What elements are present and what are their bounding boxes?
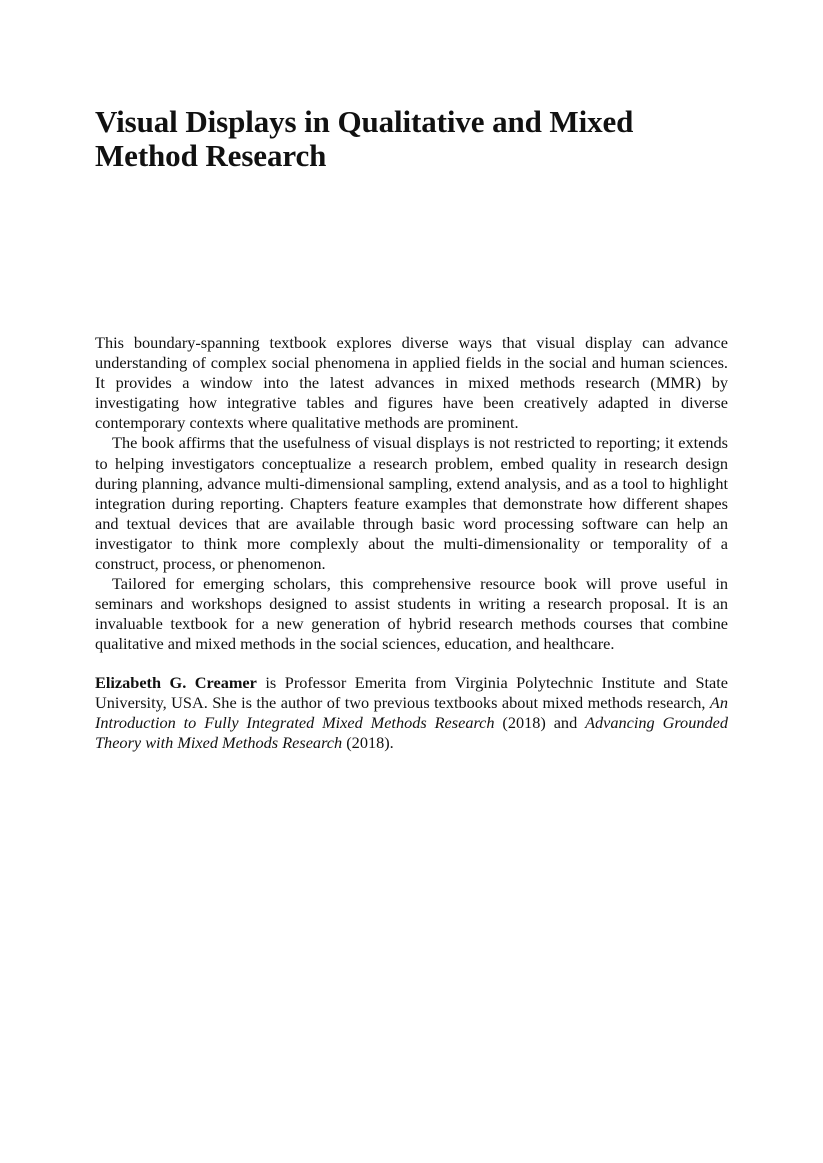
- description-paragraph-1: This boundary-spanning textbook explores diverse ways that visual display can advance understanding of complex social phenomena in applied fields in the social and human sciences. It provides a window into the latest advances in mixed methods research (MMR) by investigating how integrative tables and figures have been creatively adapted in diverse contemporary contexts where qualitative methods are prominent.: [95, 333, 728, 433]
- author-bio-text-1: is Professor Emerita from Virginia Polytechnic Institute and State University, USA. She is the author of two previous textbooks about mixed methods research,: [95, 673, 729, 713]
- book-title-line-1: Visual Displays in Qualitative and Mixed: [95, 104, 634, 139]
- book-title: [95, 105, 728, 173]
- author-bio-text-2: (2018) and: [494, 713, 586, 733]
- book-title-line-2: Method Research: [95, 138, 327, 173]
- previous-book-title-2: Advancing Grounded Theory with Mixed Methods Research: [95, 713, 728, 753]
- previous-book-title-1: An Introduction to Fully Integrated Mixed Methods Research: [95, 693, 728, 733]
- author-bio-text-3: (2018).: [342, 733, 394, 753]
- book-page: [95, 0, 728, 1163]
- author-name: Elizabeth G. Creamer: [95, 673, 257, 692]
- book-description: [95, 333, 728, 655]
- description-paragraph-2: The book affirms that the usefulness of visual displays is not restricted to reporting; it extends to helping investigators conceptualize a research problem, embed quality in research design during planning, advance multi-dimensional sampling, extend analysis, and as a tool to highlight integration during reporting. Chapters feature examples that demonstrate how different shapes and textual devices that are available through basic word processing software can help an investigator to think more complexly about the multi-dimensionality or temporality of a construct, process, or phenomenon.: [95, 433, 728, 574]
- description-paragraph-3: Tailored for emerging scholars, this comprehensive resource book will prove useful in seminars and workshops designed to assist students in writing a research proposal. It is an invaluable textbook for a new generation of hybrid research methods courses that combine qualitative and mixed methods in the social sciences, education, and healthcare.: [95, 574, 728, 654]
- author-bio: [95, 673, 728, 753]
